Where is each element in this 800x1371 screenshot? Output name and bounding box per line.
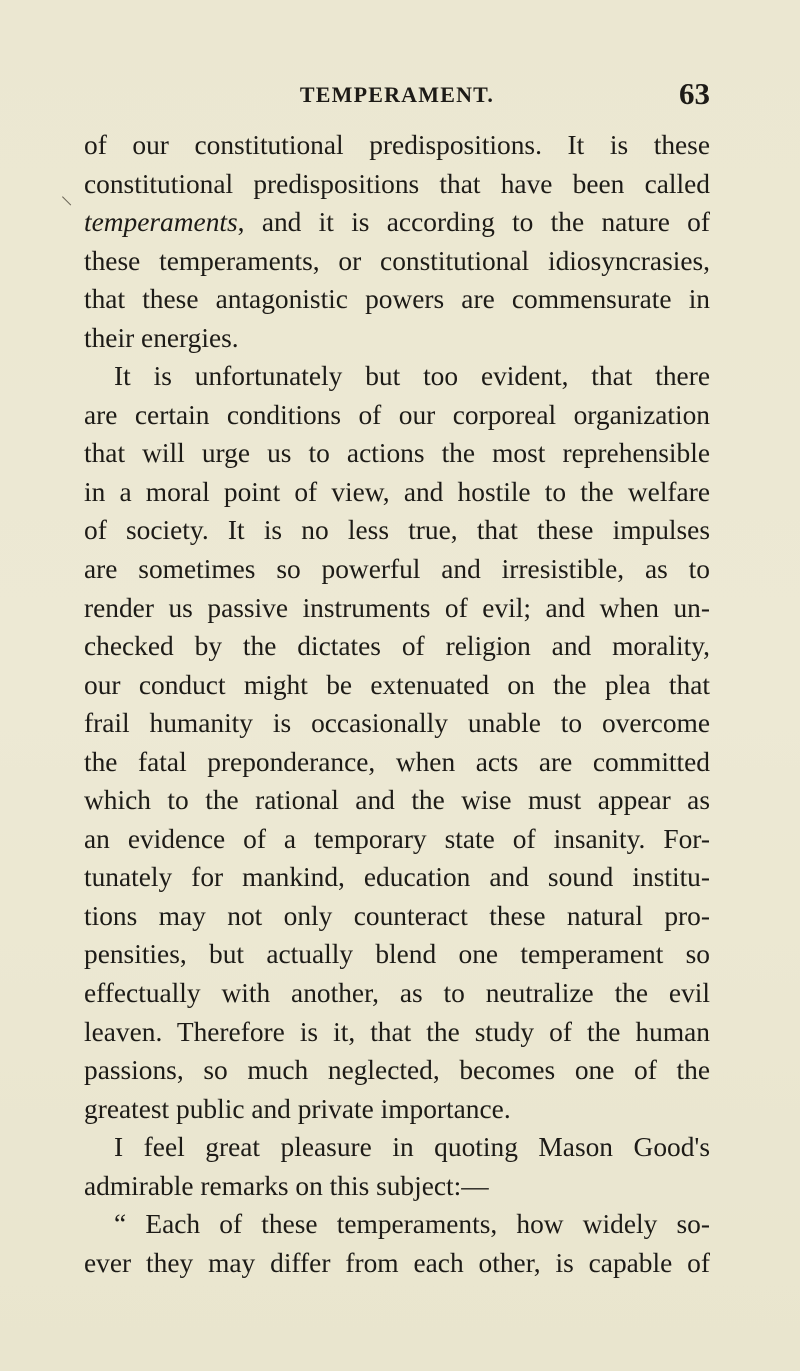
text-line: I feel great pleasure in quoting Mason Good's [114, 1132, 710, 1163]
running-title: TEMPERAMENT. [299, 82, 495, 107]
text-line: of society. It is no less true, that these impulses [84, 515, 710, 546]
text-line-rest: , and it is according to the nature of [237, 207, 710, 238]
text-line: render us passive instruments of evil; and when un- [84, 592, 710, 623]
text-line: “ Each of these temperaments, how widely so- [114, 1209, 710, 1240]
body-text [84, 126, 710, 1282]
page-number: 63 [679, 76, 710, 111]
text-line: their energies. [84, 322, 239, 353]
text-line: an evidence of a temporary state of insanity. For- [84, 823, 710, 854]
text-line: passions, so much neglected, becomes one of the [84, 1055, 710, 1086]
text-line: our conduct might be extenuated on the plea that [84, 669, 710, 700]
text-line: tunately for mankind, education and sound institu- [84, 862, 710, 893]
text-line: the fatal preponderance, when acts are committed [84, 746, 710, 777]
text-line: are sometimes so powerful and irresistible, as to [84, 554, 710, 585]
italic-term: temperaments [84, 207, 238, 238]
text-line: tions may not only counteract these natural pro- [84, 900, 710, 931]
text-line: which to the rational and the wise must appear as [84, 785, 710, 816]
text-line: ever they may differ from each other, is capable of [84, 1247, 710, 1278]
text-line: that will urge us to actions the most reprehensible [84, 438, 710, 469]
text-line: these temperaments, or constitutional idiosyncrasies, [84, 245, 710, 276]
text-line: leaven. Therefore is it, that the study of the human [84, 1016, 710, 1047]
text-line: checked by the dictates of religion and morality, [84, 631, 710, 662]
text-line: in a moral point of view, and hostile to the welfare [84, 476, 710, 507]
text-line: frail humanity is occasionally unable to overcome [84, 708, 710, 739]
text-line: effectually with another, as to neutralize the evil [84, 978, 710, 1009]
text-line: admirable remarks on this subject:— [84, 1170, 489, 1201]
text-line: that these antagonistic powers are commensurate in [84, 284, 710, 315]
text-line: of our constitutional predispositions. It is these [84, 130, 710, 160]
running-header [84, 76, 710, 110]
text-line: It is unfortunately but too evident, that there [114, 361, 710, 392]
text-line: are certain conditions of our corporeal organization [84, 399, 710, 430]
text-line: greatest public and private importance. [84, 1093, 511, 1124]
margin-mark [61, 196, 71, 206]
text-line: pensities, but actually blend one temperament so [84, 939, 710, 970]
text-line: constitutional predispositions that have been called [84, 168, 710, 199]
text-line [84, 203, 710, 242]
